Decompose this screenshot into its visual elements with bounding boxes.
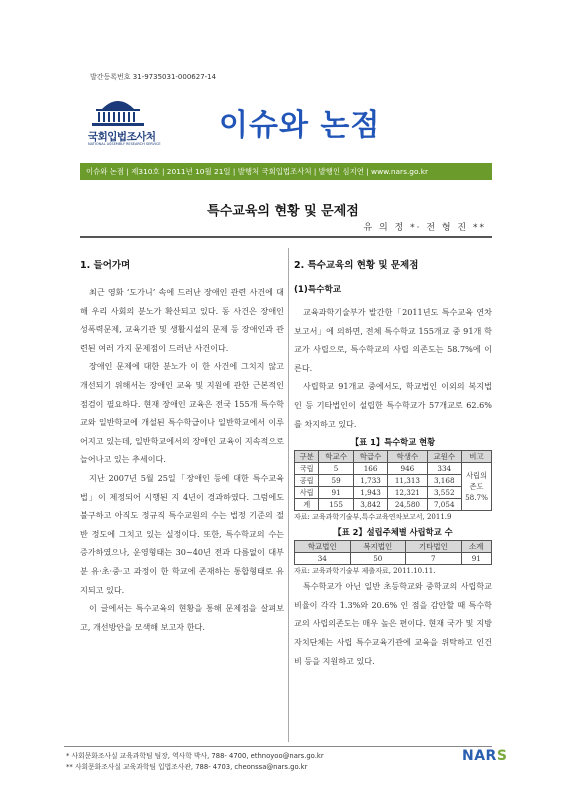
paragraph: 장애인 문제에 대한 분노가 이 한 사건에 그치지 않고 개선되기 위해서는 장애인 교육 및 지원에 관한 근본적인 점검이 필요하다. 현재 장애인 교육은 전국 155개 특수학교와 일반학교에 개설된 특수학급이나 일반학교에서 이루어지고 있는데, 일반학교에서의 장애인 교육이 지속적으로 늘어나고 있는 추세이다. — [80, 361, 284, 465]
section-heading-intro: 1. 들어가며 — [80, 260, 131, 271]
table-header-cell: 기타법인 — [406, 541, 462, 553]
table-header-row — [295, 451, 492, 463]
logo-english-text: NATIONAL ASSEMBLY RESEARCH SERVICE — [88, 142, 161, 146]
table-cell: 59 — [319, 475, 353, 487]
assembly-building-icon — [88, 95, 148, 127]
paragraph: 특수학교가 아닌 일반 초등학교와 중학교의 사립학교 비율이 각각 1.3%와 20.6% 인 점을 감안할 때 특수학교의 사립의존도는 매우 높은 편이다. 현재 국가 및 지방자치단체는 사립 특수교육기관에 교육을 위탁하고 인건비 등을 지원하고 있다. — [294, 581, 492, 666]
table-cell: 3,168 — [427, 475, 462, 487]
table-cell: 946 — [388, 463, 427, 475]
footnote-rule — [64, 746, 492, 747]
registration-number: 발간등록번호 31-9735031-000627-14 — [90, 73, 217, 81]
table-cell: 계 — [295, 499, 319, 511]
paragraph: 사립학교 91개교 중에서도, 학교법인 이외의 복지법인 등 기타법인이 설립한 특수학교가 57개교로 62.6%를 차지하고 있다. — [294, 381, 492, 429]
table-cell: 1,943 — [353, 487, 387, 499]
article-authors: 유 의 정 *· 전 형 진 ** — [363, 223, 486, 233]
table-cell: 12,321 — [388, 487, 427, 499]
table-header-cell: 교원수 — [427, 451, 462, 463]
table-cell: 7,054 — [427, 499, 462, 511]
table-header-cell: 구분 — [295, 451, 319, 463]
table-cell: 91 — [319, 487, 353, 499]
table-cell: 24,580 — [388, 499, 427, 511]
section-heading-status: 2. 특수교육의 현황 및 문제점 — [294, 260, 419, 271]
paragraph: 이 글에서는 특수교육의 현황을 통해 문제점을 살펴보고, 개선방안을 모색해 보고자 한다. — [80, 603, 284, 632]
paragraph: 최근 영화 ‘도가니’ 속에 드러난 장애인 관련 사건에 대해 우리 사회의 분노가 확산되고 있다. 동 사건은 장애인 성폭력문제, 교육기관 및 생활시설의 문제 등 장애인과 관련된 여러 가지 문제점이 드러난 사건이다. — [80, 287, 284, 353]
table-cell: 34 — [295, 553, 351, 565]
table-cell: 국립 — [295, 463, 319, 475]
table-cell: 11,313 — [388, 475, 427, 487]
table-header-cell: 비고 — [462, 451, 492, 463]
table-cell: 3,552 — [427, 487, 462, 499]
table-cell: 155 — [319, 499, 353, 511]
logo-korean-text: 국회입법조사처 — [88, 131, 156, 143]
footnote-first-author: * 사회문화조사실 교육과학팀 팀장, 역사학 박사, 788- 4700, ethnoyoo@nars.go.kr — [66, 752, 324, 760]
nars-footer-logo — [462, 748, 507, 764]
table-header-cell: 학교법인 — [295, 541, 351, 553]
table-cell: 166 — [353, 463, 387, 475]
table-header-cell: 학생수 — [388, 451, 427, 463]
table2-source: 자료: 교육과학기술부 제출자료, 2011.10.11. — [294, 567, 436, 576]
table-cell: 334 — [427, 463, 462, 475]
column-divider — [288, 248, 289, 742]
table-cell: 50 — [350, 553, 406, 565]
table2-caption: 【표 2】설립주체별 사립학교 수 — [333, 527, 453, 538]
table-cell: 1,733 — [353, 475, 387, 487]
left-column — [80, 255, 284, 636]
table-header-cell: 복지법인 — [350, 541, 406, 553]
table-remark-cell: 사립의 존도 58.7% — [462, 463, 492, 511]
table-cell: 사립 — [295, 487, 319, 499]
table-cell: 공립 — [295, 475, 319, 487]
paragraph: 교육과학기술부가 발간한「2011년도 특수교육 연차보고서」에 의하면, 전체 특수학교 155개교 중 91개 학교가 사립으로, 특수학교의 사립 의존도는 58.7%에 이른다. — [294, 307, 492, 373]
table-cell: 5 — [319, 463, 353, 475]
table-header-cell: 학교수 — [319, 451, 353, 463]
nars-logo-main-text: NAR — [462, 748, 497, 764]
table-cell: 3,842 — [353, 499, 387, 511]
table-cell: 91 — [461, 553, 491, 565]
nars-logo-accent-text: S — [496, 748, 508, 764]
issue-info-bar: 이슈와 논점 | 제310호 | 2011년 10월 21일 | 발행처 국회입법조사처 | 발행인 심지연 | www.nars.go.kr — [80, 163, 492, 180]
table2-private-schools-by-founder — [294, 540, 492, 565]
footnote-second-author: ** 사회문화조사실 교육과학팀 입법조사관, 788- 4703, cheonssa@nars.go.kr — [66, 763, 308, 771]
table1-caption: 【표 1】특수학교 현황 — [350, 437, 436, 448]
right-column — [294, 255, 492, 670]
table-header-cell: 학급수 — [353, 451, 387, 463]
table-header-row — [295, 541, 492, 553]
table-cell: 7 — [406, 553, 462, 565]
table1-special-school-status — [294, 450, 492, 511]
nars-logo — [88, 95, 168, 147]
table1-source: 자료: 교육과학기술부,특수교육연차보고서, 2011.9 — [294, 513, 452, 522]
table-header-cell: 소계 — [461, 541, 491, 553]
title-rule — [80, 236, 492, 238]
table-row — [295, 463, 492, 475]
publication-title: 이슈와 논점 — [219, 108, 381, 143]
paragraph: 지난 2007년 5월 25일「장애인 등에 대한 특수교육법」이 제정되어 시행된 지 4년이 경과하였다. 그럼에도 불구하고 아직도 정규직 특수교원의 수는 법정 기준의 절반 정도에 그치고 있는 실정이다. 또한, 특수학교의 수는 증가하였으나, 운영형태는 30~40년 전과 다름없이 대부분 유·초·중·고 과정이 한 학교에 존재하는 통합형태로 유지되고 있다. — [80, 472, 284, 595]
article-title: 특수교육의 현황 및 문제점 — [207, 204, 359, 219]
subsection-heading-special-schools: (1)특수학교 — [294, 285, 342, 295]
table-row — [295, 553, 492, 565]
